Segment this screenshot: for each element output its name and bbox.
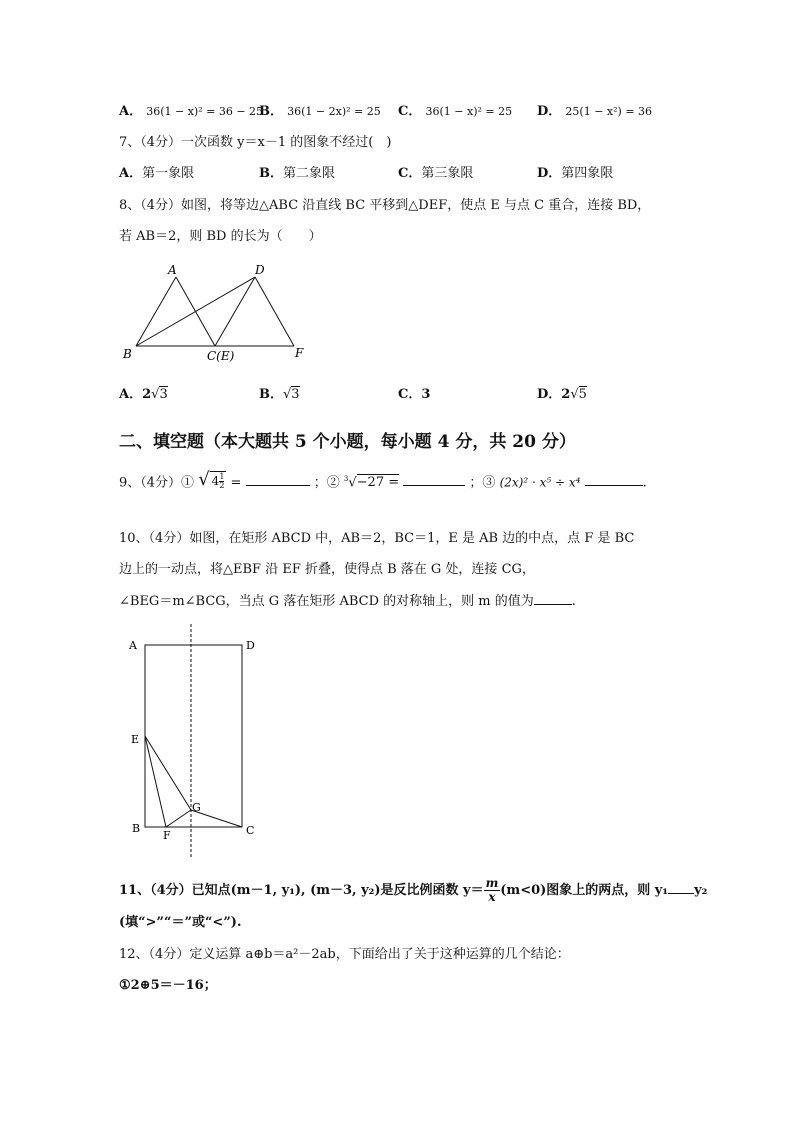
q8-option-b [259,386,300,404]
radicand: 5 [578,387,587,402]
label-b: B [123,347,132,361]
cube-radicand: −27 = [356,475,400,491]
q9-radical [198,468,226,491]
option-expression: 25(1 − x²) = 36 [565,105,653,118]
segment-cd [215,277,255,346]
option-letter: B． [259,166,283,181]
option-text: 第三象限 [421,166,474,181]
fraction-numerator: m [485,876,499,890]
answer-blank [668,881,694,894]
q6-option-b [259,103,381,121]
q8-option-a [119,386,168,404]
q10-line1: 10、（4分）如图，在矩形 ABCD 中，AB＝2，BC＝1，E 是 AB 边的中点，点 F 是 BC [119,531,635,546]
q10-line3-text: ∠BEG＝m∠BCG，当点 G 落在矩形 ABCD 的对称轴上，则 m 的值为 [119,594,534,609]
option-letter: B． [259,104,283,119]
q6-option-a [119,103,263,121]
option-letter: C． [398,104,422,119]
segment-fg [166,810,191,827]
q11-fraction [484,877,501,904]
q9-prefix: 9、（4分）① [119,475,195,491]
label-d: D [255,263,265,277]
q9-sep2: ；③ [469,475,496,491]
sqrt-sign: √ [348,475,357,491]
sqrt-sign: √ [570,387,579,402]
q11-line1 [119,876,707,906]
option-letter: A． [119,387,143,402]
fraction-denominator: x [488,890,496,904]
segment-df [255,277,294,346]
q11-text-pre: 11、（4分）已知点(m－1, y₁), (m－3, y₂)是反比例函数 y＝ [119,883,484,898]
q7-option-a [119,165,194,183]
option-text: 第四象限 [561,166,614,181]
q12-line1: 12、（4分）定义运算 a⊕b＝a²－2ab，下面给出了关于这种运算的几个结论： [119,947,570,962]
option-text: 第一象限 [142,166,195,181]
label-a: A [129,639,137,652]
q8-stem-line2: 若 AB＝2，则 BD 的长为（ ） [119,229,322,244]
q7-option-d [537,165,613,183]
radicand: 3 [291,387,300,402]
q9-line [119,470,647,506]
option-letter: A． [119,166,143,181]
answer-blank [534,592,572,605]
q11-text-end: y₂ [694,883,708,898]
label-g: G [192,801,201,814]
q10-figure [125,622,265,862]
sqrt-sign: √ [151,387,160,402]
option-letter: D． [537,166,562,181]
option-text: 第二象限 [283,166,336,181]
segment-bd [136,277,255,346]
option-expression: 36(1 − x)² = 25 [425,105,513,118]
q11-line2: (填“>”“＝”或“<”). [119,915,242,930]
fraction-numerator: 1 [219,471,225,481]
option-expression: 36(1 − x)² = 36 − 25 [146,105,264,118]
answer-blank-1 [246,473,310,486]
label-ce: C(E) [207,349,235,363]
sqrt-sign: √ [198,468,210,490]
option-letter: D． [537,104,562,119]
option-letter: C． [398,387,422,402]
fraction-denominator: 2 [219,480,225,490]
q10-line2: 边上的一动点，将△EBF 沿 EF 折叠，使得点 B 落在 G 处，连接 CG， [119,562,535,577]
sqrt-sign: √ [283,387,292,402]
label-a: A [168,263,177,277]
label-b: B [132,822,141,835]
segment-ab [136,277,176,346]
label-f: F [295,346,304,360]
q9-expression-3: (2x)² · x⁵ ÷ x⁴ [499,475,581,490]
option-letter: C． [398,166,422,181]
cube-root-index: 3 [343,475,349,483]
option-coefficient: 2 [142,387,152,402]
q7-stem: 7、（4分）一次函数 y＝x－1 的图象不经过( ) [119,135,392,150]
segment-eg [145,736,191,810]
answer-blank-2 [403,473,465,486]
q9-end: . [642,475,647,491]
label-c: C [246,824,255,837]
option-coefficient: 2 [561,387,571,402]
q8-option-c [398,386,430,404]
q12-line2: ①2⊕5＝－16； [119,978,217,993]
radicand [210,471,227,490]
q6-option-d [537,103,652,121]
q7-option-c [398,165,473,183]
option-letter: D． [537,387,562,402]
option-text: 3 [421,387,431,402]
segment-ef [145,736,166,827]
equals-sign: = [230,475,242,491]
option-letter: B． [259,387,283,402]
option-expression: 36(1 − 2x)² = 25 [287,105,381,118]
answer-blank-3 [585,473,643,486]
q6-option-c [398,103,512,121]
option-letter: A． [119,104,143,119]
q8-option-d [537,386,587,404]
q10-line3 [119,592,576,611]
q10-line3-end: . [571,594,576,609]
q7-option-b [259,165,335,183]
label-f: F [163,829,171,842]
mixed-fraction [219,473,224,490]
q11-text-mid: (m<0)图象上的两点，则 y₁ [500,883,669,898]
label-e: E [131,733,140,746]
section-heading: 二、填空题（本大题共 5 个小题，每小题 4 分，共 20 分） [119,432,576,452]
label-d: D [246,639,255,652]
q8-stem-line1: 8、（4分）如图，将等边△ABC 沿直线 BC 平移到△DEF，使点 E 与点 C 重合，连接 BD， [119,198,651,213]
mixed-whole: 4 [211,473,220,488]
q8-figure [118,260,318,368]
q9-sep1: ；② [313,475,340,491]
radicand: 3 [159,387,168,402]
